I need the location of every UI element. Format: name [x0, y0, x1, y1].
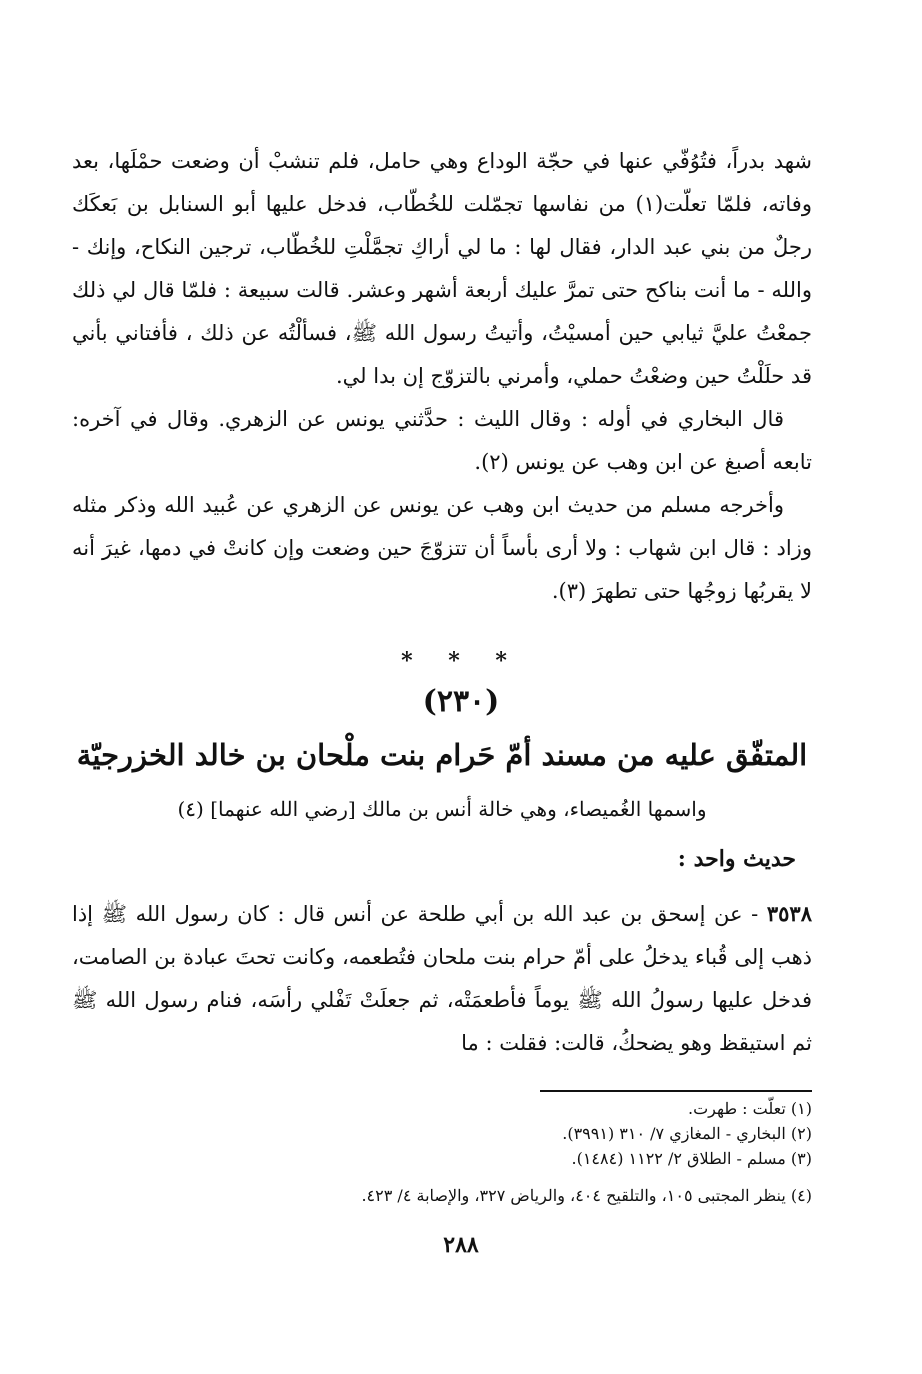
chapter-subtitle: واسمها الغُميصاء، وهي خالة أنس بن مالك [رضي الله عنهما] (٤) — [177, 797, 707, 821]
continuation-text — [72, 140, 812, 613]
footnote-4: (٤) ينظر المجتبى ١٠٥، والتلقيح ٤٠٤، والرياض ٣٢٧، والإصابة ٤/ ٤٢٣. — [361, 1186, 812, 1205]
paragraph-narration: شهد بدراً، فتُوُفّي عنها في حجّة الوداع وهي حامل، فلم تنشبْ أن وضعت حمْلَها، بعد وفاته، فلمّا تعلّت(١) من نفاسها تجمّلت للخُطّاب، فدخل عليها أبو السنابل بن بَعكَك رجلٌ من بني عبد الدار، فقال لها : ما لي أراكِ تجمَّلْتِ للخُطّاب، ترجين النكاح، وإنك - والله - ما أنت بناكح حتى تمرَّ عليك أربعة أشهر وعشر. قالت سبيعة : فلمّا قال لي ذلك جمعْتُ عليَّ ثيابي حين أمسيْتُ، وأتيتُ رسول الله ﷺ، فسألْتُه عن ذلك ، فأفتاني بأني قد حلَلْتُ حين وضعْتُ حملي، وأمرني بالتزوّج إن بدا لي. — [72, 149, 812, 388]
footnote-divider — [540, 1090, 812, 1092]
section-separator: * * * — [401, 648, 521, 674]
footnote-1: (١) تعلّت : طهرت. — [688, 1099, 812, 1118]
paragraph-muslim-note: وأخرجه مسلم من حديث ابن وهب عن يونس عن الزهري عن عُبيد الله وذكر مثله وزاد : قال ابن شهاب : ولا أرى بأساً أن تتزوّجَ حين وضعت وإن كانتْ في دمها، غيرَ أنه لا يقربُها زوجُها حتى تطهرَ (٣). — [72, 493, 812, 603]
footnotes — [72, 1096, 812, 1208]
hadith-text: - عن إسحق بن عبد الله بن أبي طلحة عن أنس قال : كان رسول الله ﷺ إذا ذهب إلى قُباء يدخلُ على أمّ حرام بنت ملحان فتُطعمه، وكانت تحتَ عبادة بن الصامت، فدخل عليها رسولُ الله ﷺ يوماً فأطعمَتْه، ثم جعلَتْ تَفْلي رأسَه، فنام رسول الله ﷺ ثم استيقظ وهو يضحكُ، قالت: فقلت : ما — [72, 902, 812, 1055]
page-number: ٢٨٨ — [443, 1232, 479, 1258]
hadith-paragraph — [72, 892, 812, 1065]
paragraph-bukhari-note: قال البخاري في أوله : وقال الليث : حدَّثني يونس عن الزهري. وقال في آخره: تابعه أصبغ عن ابن وهب عن يونس (٢). — [72, 407, 812, 474]
hadith-number: ٣٥٣٨ — [766, 901, 812, 926]
chapter-number: (٢٣٠) — [422, 684, 500, 719]
section-label: حديث واحد : — [677, 846, 796, 872]
footnote-3: (٣) مسلم - الطلاق ٢/ ١١٢٢ (١٤٨٤). — [571, 1149, 812, 1168]
chapter-title: المتفّق عليه من مسند أمّ حَرام بنت ملْحان بن خالد الخزرجيّة — [76, 738, 808, 772]
hadith-block — [72, 892, 812, 1065]
footnote-2: (٢) البخاري - المغازي ٧/ ٣١٠ (٣٩٩١). — [562, 1124, 812, 1143]
